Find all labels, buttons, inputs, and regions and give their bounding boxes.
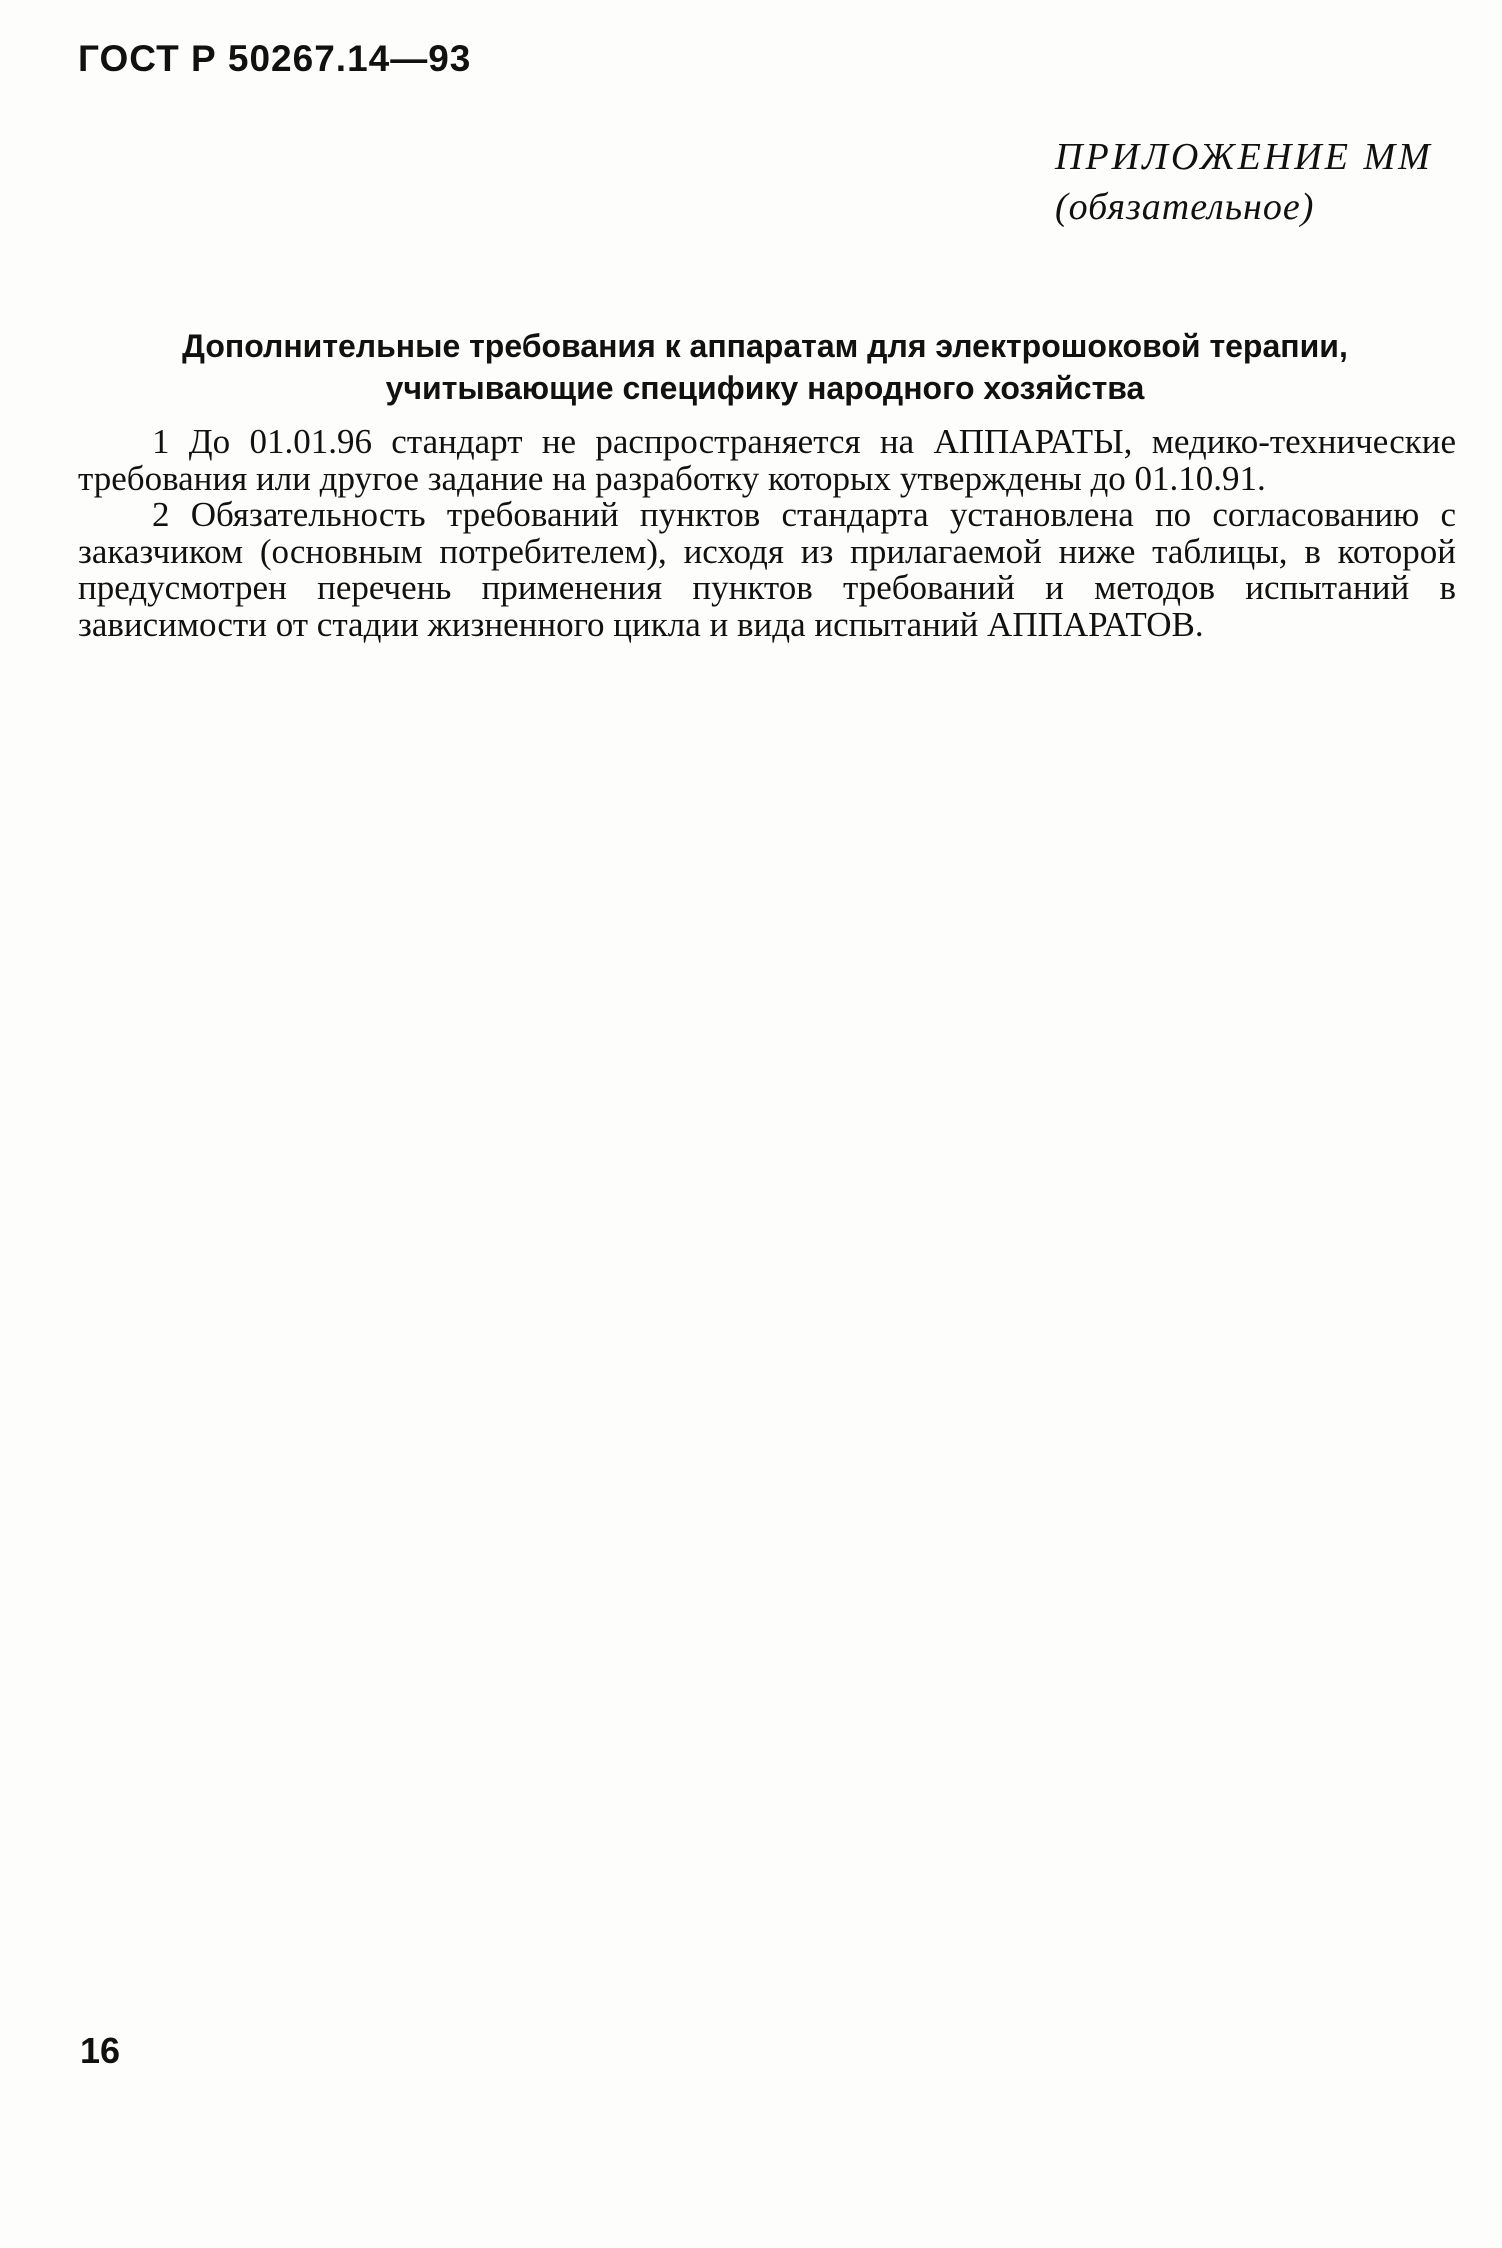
heading-line-1: Дополнительные требования к аппаратам для электрошоковой терапии,	[182, 328, 1348, 364]
heading-line-2: учитывающие специфику народного хозяйства	[385, 370, 1145, 406]
paragraph-2: 2 Обязательность требований пунктов стандарта установлена по согласованию с заказчиком (основным потребителем), исходя из прилагаемой ниже таблицы, в которой предусмотрен перечень применения пунктов требований и методов испытаний в зависимости от стадии жизненного цикла и вида испытаний АППАРАТОВ.	[78, 495, 1456, 644]
appendix-label	[1055, 132, 1455, 232]
paragraph-1: 1 До 01.01.96 стандарт не распространяется на АППАРАТЫ, медико-технические требования или другое задание на разработку которых утверждены до 01.10.91.	[78, 422, 1456, 498]
body-text	[78, 424, 1456, 643]
section-heading	[80, 325, 1450, 409]
appendix-title: ПРИЛОЖЕНИЕ ММ	[1055, 136, 1433, 178]
standard-code-header: ГОСТ Р 50267.14—93	[78, 38, 472, 79]
page-number: 16	[80, 2030, 121, 2071]
appendix-note: (обязательное)	[1055, 186, 1315, 228]
